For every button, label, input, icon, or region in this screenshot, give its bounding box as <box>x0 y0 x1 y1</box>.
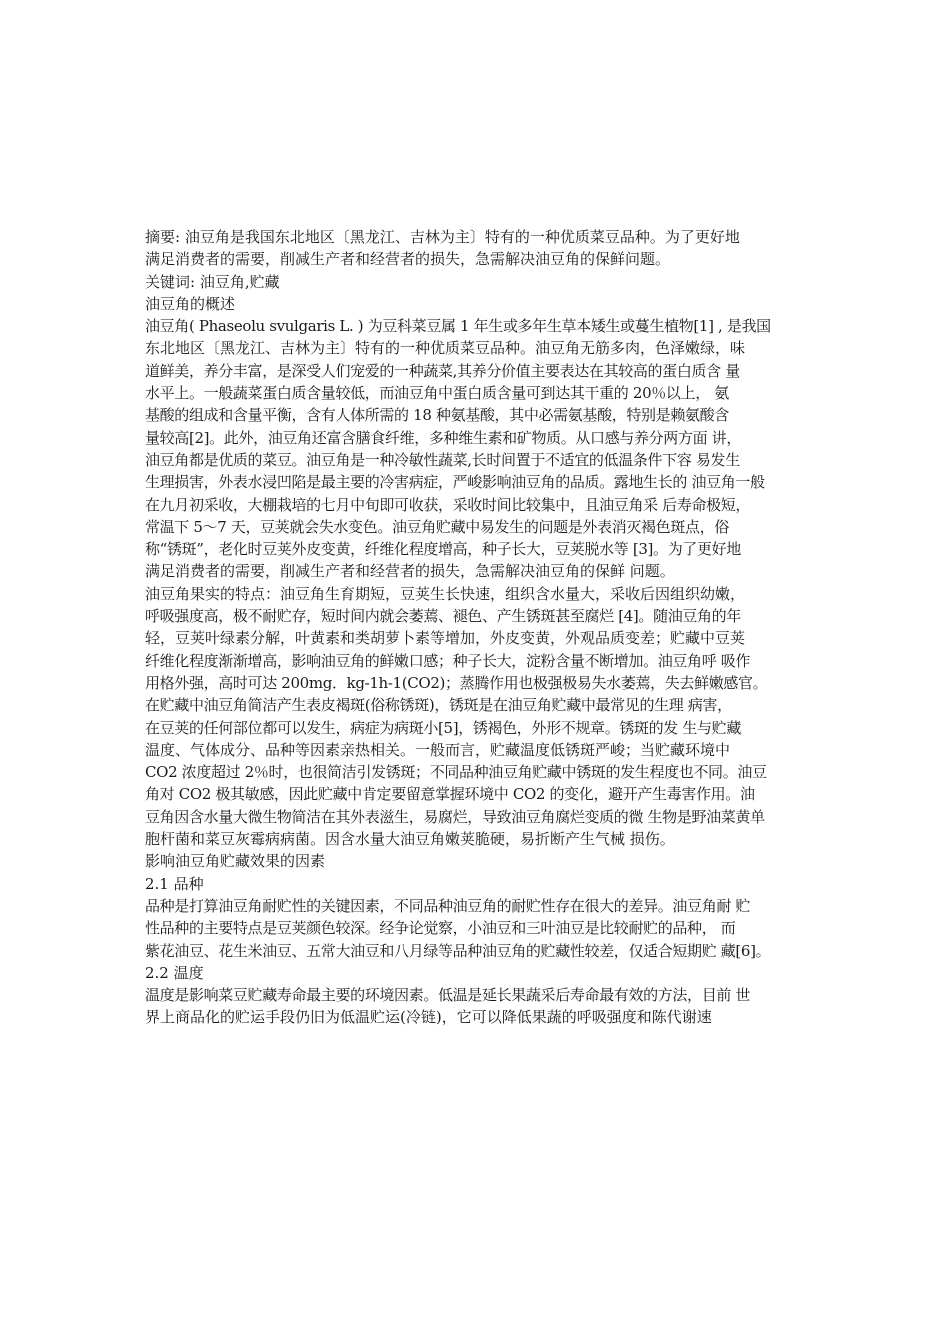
subsection-heading-variety: 2.1 品种 <box>145 874 204 893</box>
subsection-heading-temperature: 2.2 温度 <box>145 963 204 982</box>
paragraph-line: 在贮藏中油豆角简洁产生表皮褐斑(俗称锈斑)，锈斑是在油豆角贮藏中最常见的生理 病害， <box>145 696 732 715</box>
section-heading-overview: 油豆角的概述 <box>145 294 236 313</box>
paragraph-line: 界上商品化的贮运手段仍旧为低温贮运(冷链)，它可以降低果蔬的呼吸强度和陈代谢速 <box>145 1008 712 1027</box>
paragraph-line: 东北地区〔黑龙江、吉林为主〕特有的一种优质菜豆品种。油豆角无筋多肉，色泽嫩绿，味 <box>145 339 746 358</box>
paragraph-line: 水平上。一般蔬菜蛋白质含量较低，而油豆角中蛋白质含量可到达其干重的 20％以上， 氨 <box>145 384 729 403</box>
paragraph-line: 豆角因含水量大微生物简洁在其外表滋生，易腐烂，导致油豆角腐烂变质的微 生物是野油菜黄单 <box>145 807 765 826</box>
paragraph-line: 量较高[2]。此外，油豆角还富含膳食纤维，多种维生素和矿物质。从口感与养分两方面 讲， <box>145 428 741 447</box>
paragraph-line: 称“锈斑”，老化时豆荚外皮变黄，纤维化程度增高，种子长大，豆荚脱水等 [3]。为了更好地 <box>145 540 741 559</box>
abstract-line-2: 满足消费者的需要，削减生产者和经营者的损失，急需解决油豆角的保鲜问题。 <box>145 250 671 269</box>
paragraph-line: 角对 CO2 极其敏感，因此贮藏中肯定要留意掌握环境中 CO2 的变化，避开产生毒害作用。油 <box>145 785 755 804</box>
paragraph-line: 轻，豆荚叶绿素分解，叶黄素和类胡萝卜素等增加，外皮变黄，外观品质变差；贮藏中豆荚 <box>145 629 746 648</box>
paragraph-line: 在豆荚的任何部位都可以发生，病症为病斑小[5]，锈褐色，外形不规章。锈斑的发 生与贮藏 <box>145 718 741 737</box>
paragraph-line: 温度是影响菜豆贮藏寿命最主要的环境因素。低温是延长果蔬采后寿命最有效的方法，目前 世 <box>145 986 751 1005</box>
paragraph-line: 油豆角都是优质的菜豆。油豆角是一种冷敏性蔬菜,长时间置于不适宜的低温条件下容 易发生 <box>145 450 740 469</box>
paragraph-line: 用格外强，高时可达 200mg．kg-1h-1(CO2)；蒸腾作用也极强极易失水萎蔫，失去鲜嫩感官。 <box>145 673 768 692</box>
paragraph-line: CO2 浓度超过 2％时，也很简洁引发锈斑；不同品种油豆角贮藏中锈斑的发生程度也不同。油豆 <box>145 763 767 782</box>
paragraph-line: 纤维化程度渐渐增高，影响油豆角的鲜嫩口感；种子长大，淀粉含量不断增加。油豆角呼 吸作 <box>145 651 751 670</box>
paragraph-line: 满足消费者的需要，削减生产者和经营者的损失，急需解决油豆角的保鲜 问题。 <box>145 562 675 581</box>
paragraph-line: 常温下 5～7 天，豆荚就会失水变色。油豆角贮藏中易发生的问题是外表消灭褐色斑点，俗 <box>145 517 729 536</box>
paragraph-line: 胞杆菌和菜豆灰霉病病菌。因含水量大油豆角嫩荚脆硬，易折断产生气械 损伤。 <box>145 830 675 849</box>
paragraph-line: 呼吸强度高，极不耐贮存，短时间内就会萎蔫、褪色、产生锈斑甚至腐烂 [4]。随油豆角的年 <box>145 607 741 626</box>
abstract-line-1: 摘要: 油豆角是我国东北地区〔黑龙江、吉林为主〕特有的一种优质菜豆品种。为了更好地 <box>145 228 740 246</box>
keywords-line: 关键词: 油豆角,贮藏 <box>145 272 280 291</box>
paragraph-line: 油豆角( Phaseolu svulgaris L. ) 为豆科菜豆属 1 年生或多年生草本矮生或蔓生植物[1] , 是我国 <box>145 317 771 336</box>
paragraph-line: 基酸的组成和含量平衡，含有人体所需的 18 种氨基酸，其中必需氨基酸，特别是赖氨酸含 <box>145 406 729 425</box>
paragraph-line: 温度、气体成分、品种等因素亲热相关。一般而言，贮藏温度低锈斑严峻；当贮藏环境中 <box>145 740 731 759</box>
paragraph-line: 紫花油豆、花生米油豆、五常大油豆和八月绿等品种油豆角的贮藏性较差，仅适合短期贮 藏[6]。 <box>145 941 771 960</box>
document-body <box>145 226 825 1029</box>
section-heading-factors: 影响油豆角贮藏效果的因素 <box>145 852 326 871</box>
paragraph-line: 生理损害，外表水浸凹陷是最主要的冷害病症，严峻影响油豆角的品质。露地生长的 油豆角一般 <box>145 473 765 492</box>
paragraph-line: 油豆角果实的特点：油豆角生育期短，豆荚生长快速，组织含水量大，采收后因组织幼嫩， <box>145 584 746 603</box>
paragraph-line: 品种是打算油豆角耐贮性的关键因素，不同品种油豆角的耐贮性存在很大的差异。油豆角耐 贮 <box>145 896 751 915</box>
paragraph-line: 在九月初采收，大棚栽培的七月中旬即可收获，采收时间比较集中，且油豆角采 后寿命极短， <box>145 495 751 514</box>
paragraph-line: 道鲜美，养分丰富，是深受人们宠爱的一种蔬菜,其养分价值主要表达在其较高的蛋白质含 量 <box>145 361 740 380</box>
paragraph-line: 性品种的主要特点是豆荚颜色较深。经争论觉察，小油豆和三叶油豆是比较耐贮的品种， 而 <box>145 919 736 938</box>
